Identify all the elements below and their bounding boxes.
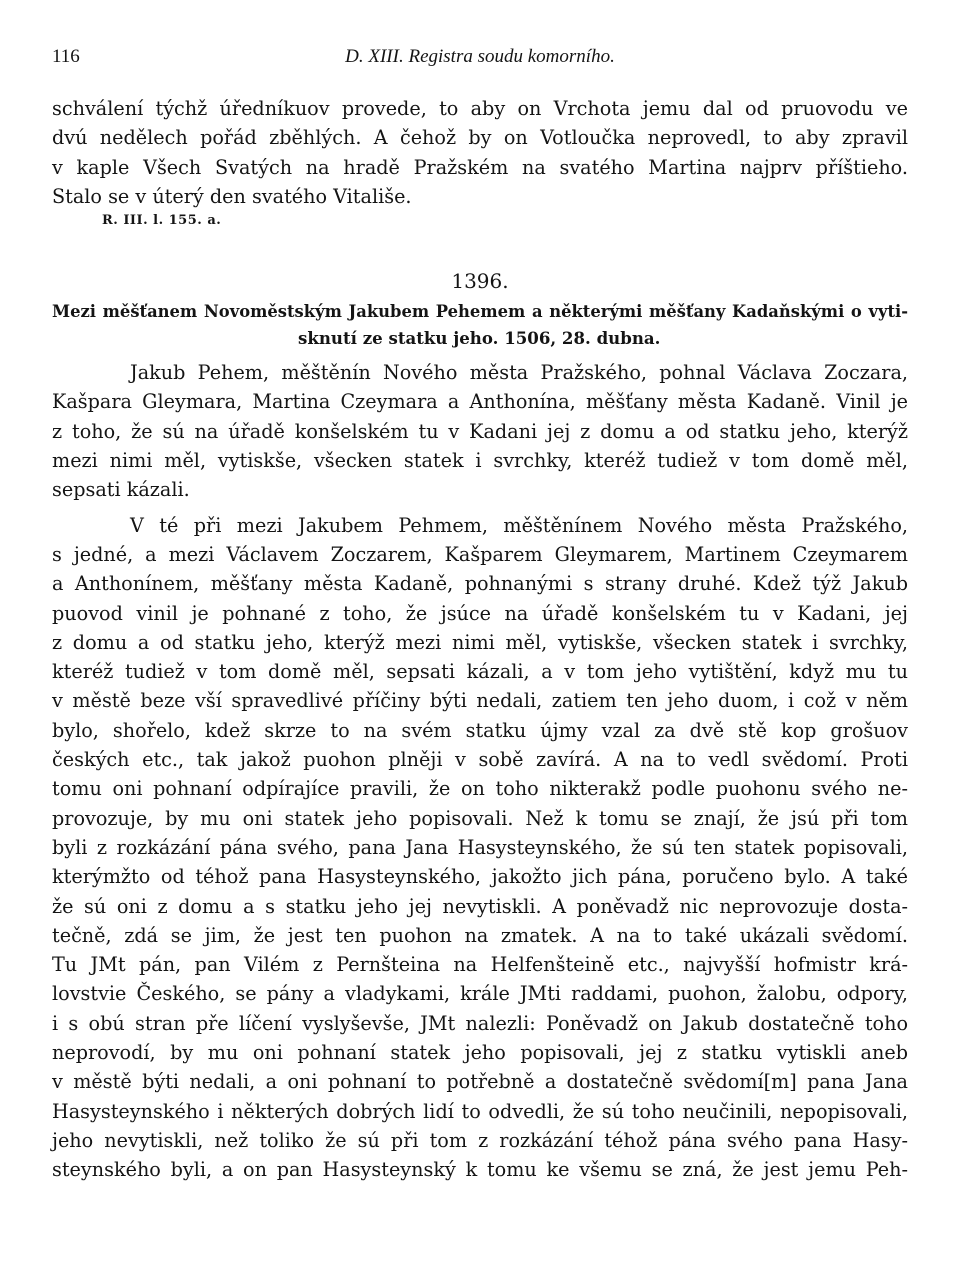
text-line: z domu a od statku jeho, kterýž mezi nimi měl, vytiskše, všecken statek i svrchky, <box>52 630 908 654</box>
text-line: tečně, zdá se jim, že jest ten puohon na zmatek. A na to také ukázali svědomí. <box>52 923 908 947</box>
summary-line: sknutí ze statku jeho. 1506, 28. dubna. <box>298 328 661 349</box>
text-line: i s obú stran pře líčení vyslyševše, JMt nalezli: Poněvadž on Jakub dostatečně toho <box>52 1011 908 1035</box>
text-line: lovstvie Českého, se pány a vladykami, krále JMti raddami, puohon, žalobu, odpory, <box>52 982 908 1006</box>
text-line: puovod vinil je pohnané z toho, že jsúce na úřadě konšelském tu v Kadani, jej <box>52 601 908 625</box>
text-line: kterýmžto od téhož pana Hasysteynského, jakožto jich pána, poručeno bylo. A také <box>52 865 908 889</box>
text-line: kteréž tudiež v tom domě měl, sepsati kázali, a v tom jeho vytištění, když mu tu <box>52 660 908 684</box>
text-line: s jedné, a mezi Václavem Zoczarem, Kašparem Gleymarem, Martinem Czeymarem <box>52 542 908 566</box>
text-line: Stalo se v úterý den svatého Vitališe. <box>52 184 412 208</box>
carryover-paragraph <box>52 94 908 211</box>
text-line: bylo, shořelo, kdež skrze to na svém statku újmy vzal za dvě stě kop grošuov <box>52 718 908 742</box>
text-line: steynského byli, a on pan Hasysteynský k tomu ke všemu se zná, že jest jemu Peh- <box>52 1158 908 1182</box>
paragraph-1 <box>52 358 908 504</box>
page <box>52 38 908 1185</box>
text-line: a Anthonínem, měšťany města Kadaně, pohnanými s strany druhé. Kdež týž Jakub <box>52 572 908 596</box>
text-line: Tu JMt pán, pan Vilém z Pernšteina na Helfenšteině etc., najvyšší hofmistr krá- <box>52 953 908 977</box>
entry-year: 1396. <box>451 269 509 294</box>
text-line: v městě býti nedali, a oni pohnaní to potřebně a dostatečně svědomí[m] pana Jana <box>52 1070 908 1094</box>
page-number: 116 <box>52 46 80 67</box>
text-line: byli z rozkázání pána svého, pana Jana Hasysteynského, že sú ten statek popisovali, <box>52 835 908 859</box>
running-head: D. XIII. Registra soudu komorního. <box>345 46 615 67</box>
text-line: mezi nimi měl, vytiskše, všecken statek i svrchky, kteréž tudiež v tom domě měl, <box>52 449 908 473</box>
source-reference: R. III. l. 155. a. <box>102 213 222 229</box>
summary-line: Mezi měšťanem Novoměstským Jakubem Pehemem a některými měšťany Kadaňskými o vyti- <box>52 302 908 322</box>
text-line: v městě beze vší spravedlivé příčiny býti nedali, zatiem ten jeho duom, i což v něm <box>52 689 908 713</box>
text-line: V té při mezi Jakubem Pehmem, měštěnínem Nového města Pražského, <box>130 513 908 537</box>
text-line: českých etc., tak jakož puohon plněji v sobě zavírá. A na to vedl svědomí. Proti <box>52 748 908 772</box>
text-line: schválení týchž úředníkuov provede, to aby on Vrchota jemu dal od pruovodu ve <box>52 97 908 120</box>
text-line: v kaple Všech Svatých na hradě Pražském na svatého Martina najprv příštieho. <box>52 155 908 179</box>
text-line: Jakub Pehem, měštěnín Nového města Pražského, pohnal Václava Zoczara, <box>130 361 908 385</box>
text-line: neprovodí, by mu oni pohnaní statek jeho popisovali, jej z statku vytiskli aneb <box>52 1041 908 1065</box>
text-line: Hasysteynského i některých dobrých lidí to odvedli, že sú toho neučinili, nepopisovali, <box>52 1099 908 1123</box>
text-line: provozuje, by mu oni statek jeho popisovali. Než k tomu se znají, že jsú při tom <box>52 806 908 830</box>
entry-summary <box>52 298 908 352</box>
text-line: Kašpara Gleymara, Martina Czeymara a Anthonína, měšťany města Kadaně. Vinil je <box>52 390 908 414</box>
text-line: z toho, že sú na úřadě konšelském tu v Kadani jej z domu a od statku jeho, kterýž <box>52 419 908 443</box>
text-line: že sú oni z domu a s statku jeho jej nevytiskli. A poněvadž nic neprovozuje dosta- <box>52 894 908 918</box>
page-header <box>52 38 908 72</box>
text-line: sepsati kázali. <box>52 478 190 502</box>
text-line: tomu oni pohnaní odpírajíce pravili, že on toho nikterakž podle puohonu svého ne- <box>52 777 908 801</box>
text-line: dvú nedělech pořád zběhlých. A čehož by on Votloučka neprovedl, to aby zpravil <box>52 126 908 150</box>
text-line: jeho nevytiskli, než toliko že sú při tom z rozkázání téhož pána svého pana Hasy- <box>52 1128 908 1152</box>
paragraph-2 <box>52 511 908 1185</box>
